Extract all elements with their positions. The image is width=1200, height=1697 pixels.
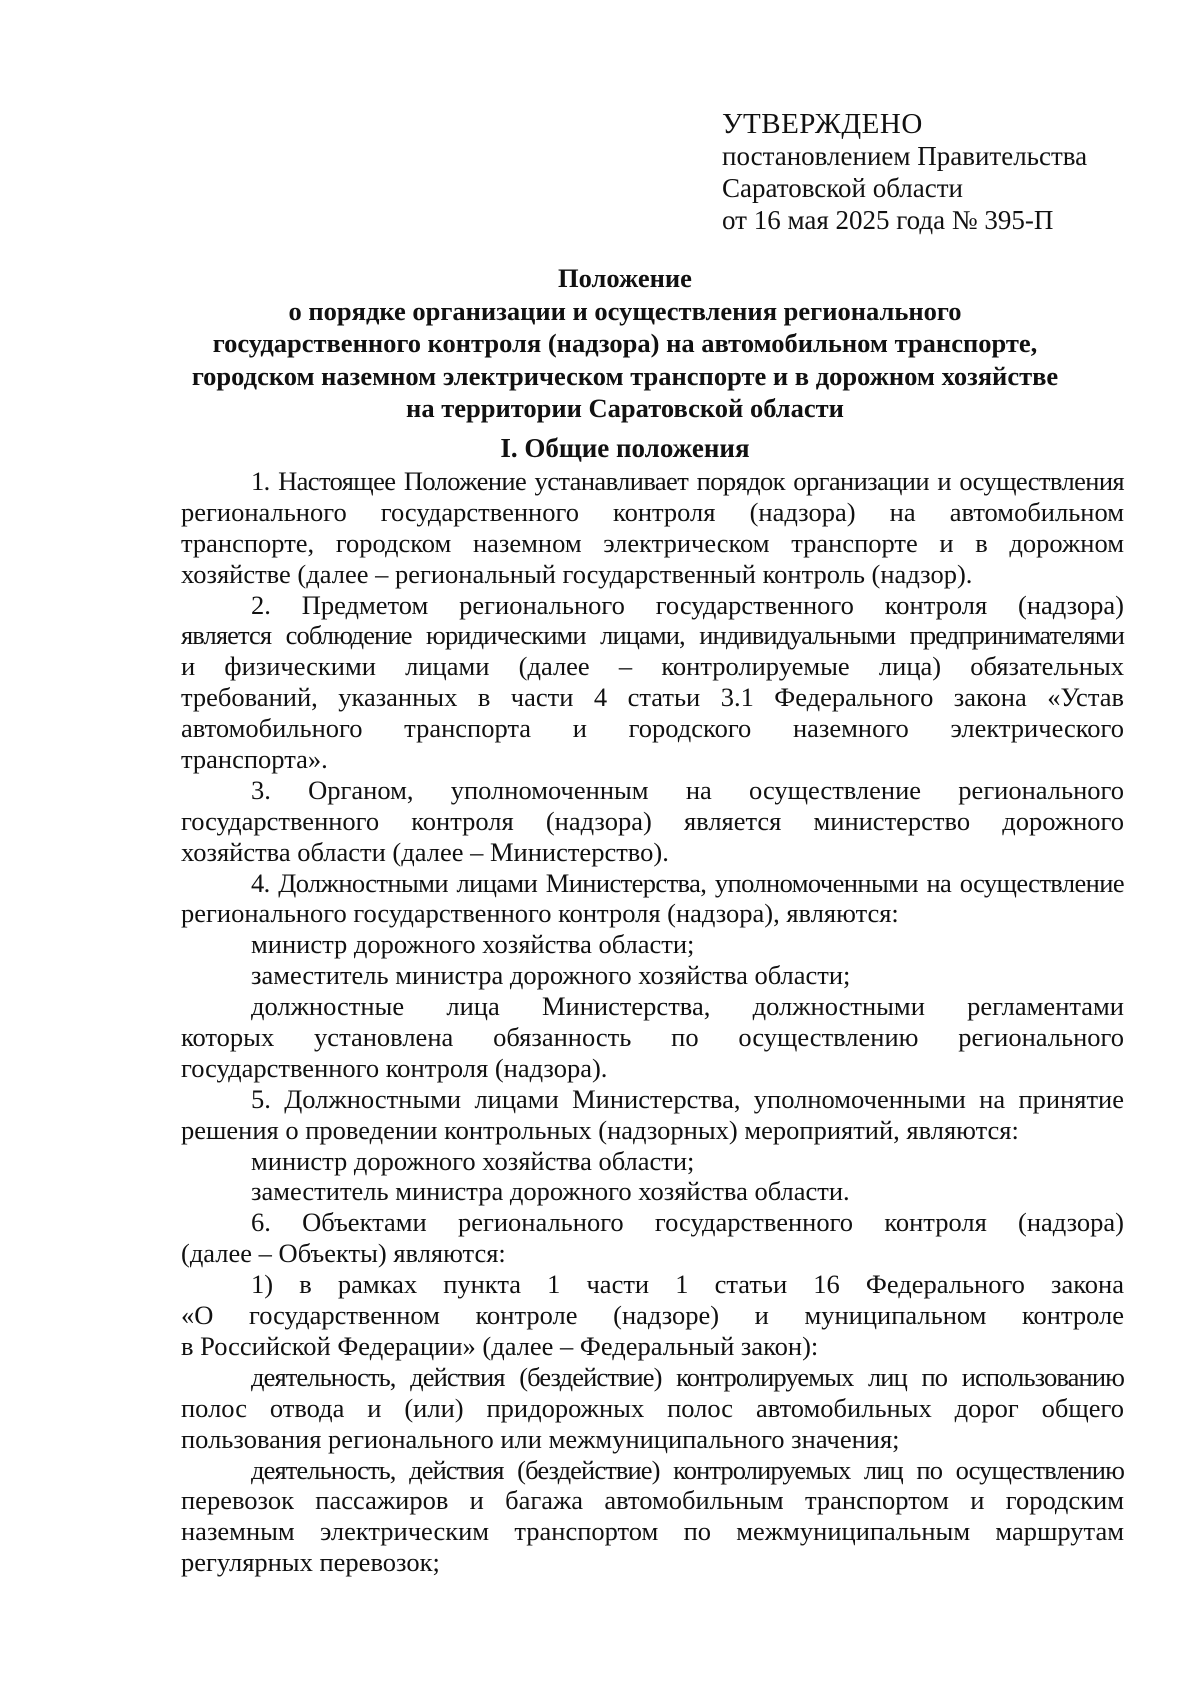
body-line: регионального государственного контроля (надзора), являются: bbox=[181, 898, 899, 929]
body-line: государственного контроля (надзора) является министерство дорожного bbox=[181, 805, 1124, 836]
body-line: министр дорожного хозяйства области; bbox=[251, 929, 695, 960]
title-line-1: Положение bbox=[558, 263, 692, 293]
body-line: государственного контроля (надзора). bbox=[181, 1052, 608, 1083]
approval-block bbox=[722, 108, 1162, 236]
body-line: полос отвода и (или) придорожных полос автомобильных дорог общего bbox=[181, 1392, 1124, 1423]
section-heading: I. Общие положения bbox=[500, 433, 750, 463]
body-line: транспорта». bbox=[181, 744, 328, 775]
approval-stamp: УТВЕРЖДЕНО bbox=[722, 108, 923, 140]
body-line: 2. Предметом регионального государственного контроля (надзора) bbox=[251, 589, 1124, 620]
body-line: 1. Настоящее Положение устанавливает порядок организации и осуществления bbox=[251, 466, 1124, 496]
body-line: 3. Органом, уполномоченным на осуществление регионального bbox=[251, 774, 1124, 805]
body-line: наземным электрическим транспортом по межмуниципальным маршрутам bbox=[181, 1516, 1124, 1547]
approval-line-2: Саратовской области bbox=[722, 173, 963, 203]
title-line-5: на территории Саратовской области bbox=[406, 393, 844, 423]
body-line: транспорте, городском наземном электрическом транспорте и в дорожном bbox=[181, 527, 1124, 558]
body-line: регулярных перевозок; bbox=[181, 1547, 440, 1578]
body-line: и физическими лицами (далее – контролируемые лица) обязательных bbox=[181, 651, 1124, 682]
body-line: 6. Объектами регионального государственного контроля (надзора) bbox=[251, 1207, 1124, 1238]
body-line: 4. Должностными лицами Министерства, уполномоченными на осуществление bbox=[251, 867, 1124, 898]
body-line: в Российской Федерации» (далее – Федеральный закон): bbox=[181, 1330, 819, 1361]
body-line: хозяйстве (далее – региональный государственный контроль (надзор). bbox=[181, 558, 973, 589]
body-line: деятельность, действия (бездействие) контролируемых лиц по осуществлению bbox=[251, 1454, 1124, 1485]
approval-line-3: от 16 мая 2025 года № 395-П bbox=[722, 205, 1054, 235]
body-line: автомобильного транспорта и городского наземного электрического bbox=[181, 713, 1124, 744]
body-line: 5. Должностными лицами Министерства, уполномоченными на принятие bbox=[251, 1083, 1124, 1114]
body-line: деятельность, действия (бездействие) контролируемых лиц по использованию bbox=[251, 1361, 1124, 1392]
body-line: которых установлена обязанность по осуществлению регионального bbox=[181, 1022, 1124, 1053]
body-line: решения о проведении контрольных (надзорных) мероприятий, являются: bbox=[181, 1114, 1019, 1145]
title-line-2: о порядке организации и осуществления регионального bbox=[288, 295, 962, 326]
title-line-3: государственного контроля (надзора) на автомобильном транспорте, bbox=[212, 328, 1038, 358]
body-line: хозяйства области (далее – Министерство). bbox=[181, 836, 669, 867]
title-line-4: городском наземном электрическом транспорте и в дорожном хозяйстве bbox=[191, 360, 1059, 391]
body-line: заместитель министра дорожного хозяйства области; bbox=[251, 960, 851, 991]
body-line: перевозок пассажиров и багажа автомобильным транспортом и городским bbox=[181, 1485, 1124, 1516]
body-line: регионального государственного контроля (надзора) на автомобильном bbox=[181, 496, 1124, 527]
body-line: пользования регионального или межмуниципального значения; bbox=[181, 1423, 900, 1454]
document-body bbox=[181, 466, 1124, 1578]
body-line: заместитель министра дорожного хозяйства области. bbox=[251, 1176, 850, 1207]
body-line: «О государственном контроле (надзоре) и муниципальном контроле bbox=[181, 1300, 1124, 1331]
body-line: министр дорожного хозяйства области; bbox=[251, 1145, 695, 1176]
body-line: должностные лица Министерства, должностными регламентами bbox=[251, 991, 1124, 1022]
document-title bbox=[150, 262, 1100, 425]
body-line: требований, указанных в части 4 статьи 3.1 Федерального закона «Устав bbox=[181, 682, 1124, 713]
body-line: (далее – Объекты) являются: bbox=[181, 1238, 506, 1269]
approval-line-1: постановлением Правительства bbox=[722, 141, 1088, 171]
body-line: является соблюдение юридическими лицами, индивидуальными предпринимателями bbox=[181, 620, 1124, 651]
body-line: 1) в рамках пункта 1 части 1 статьи 16 Федерального закона bbox=[251, 1269, 1124, 1300]
